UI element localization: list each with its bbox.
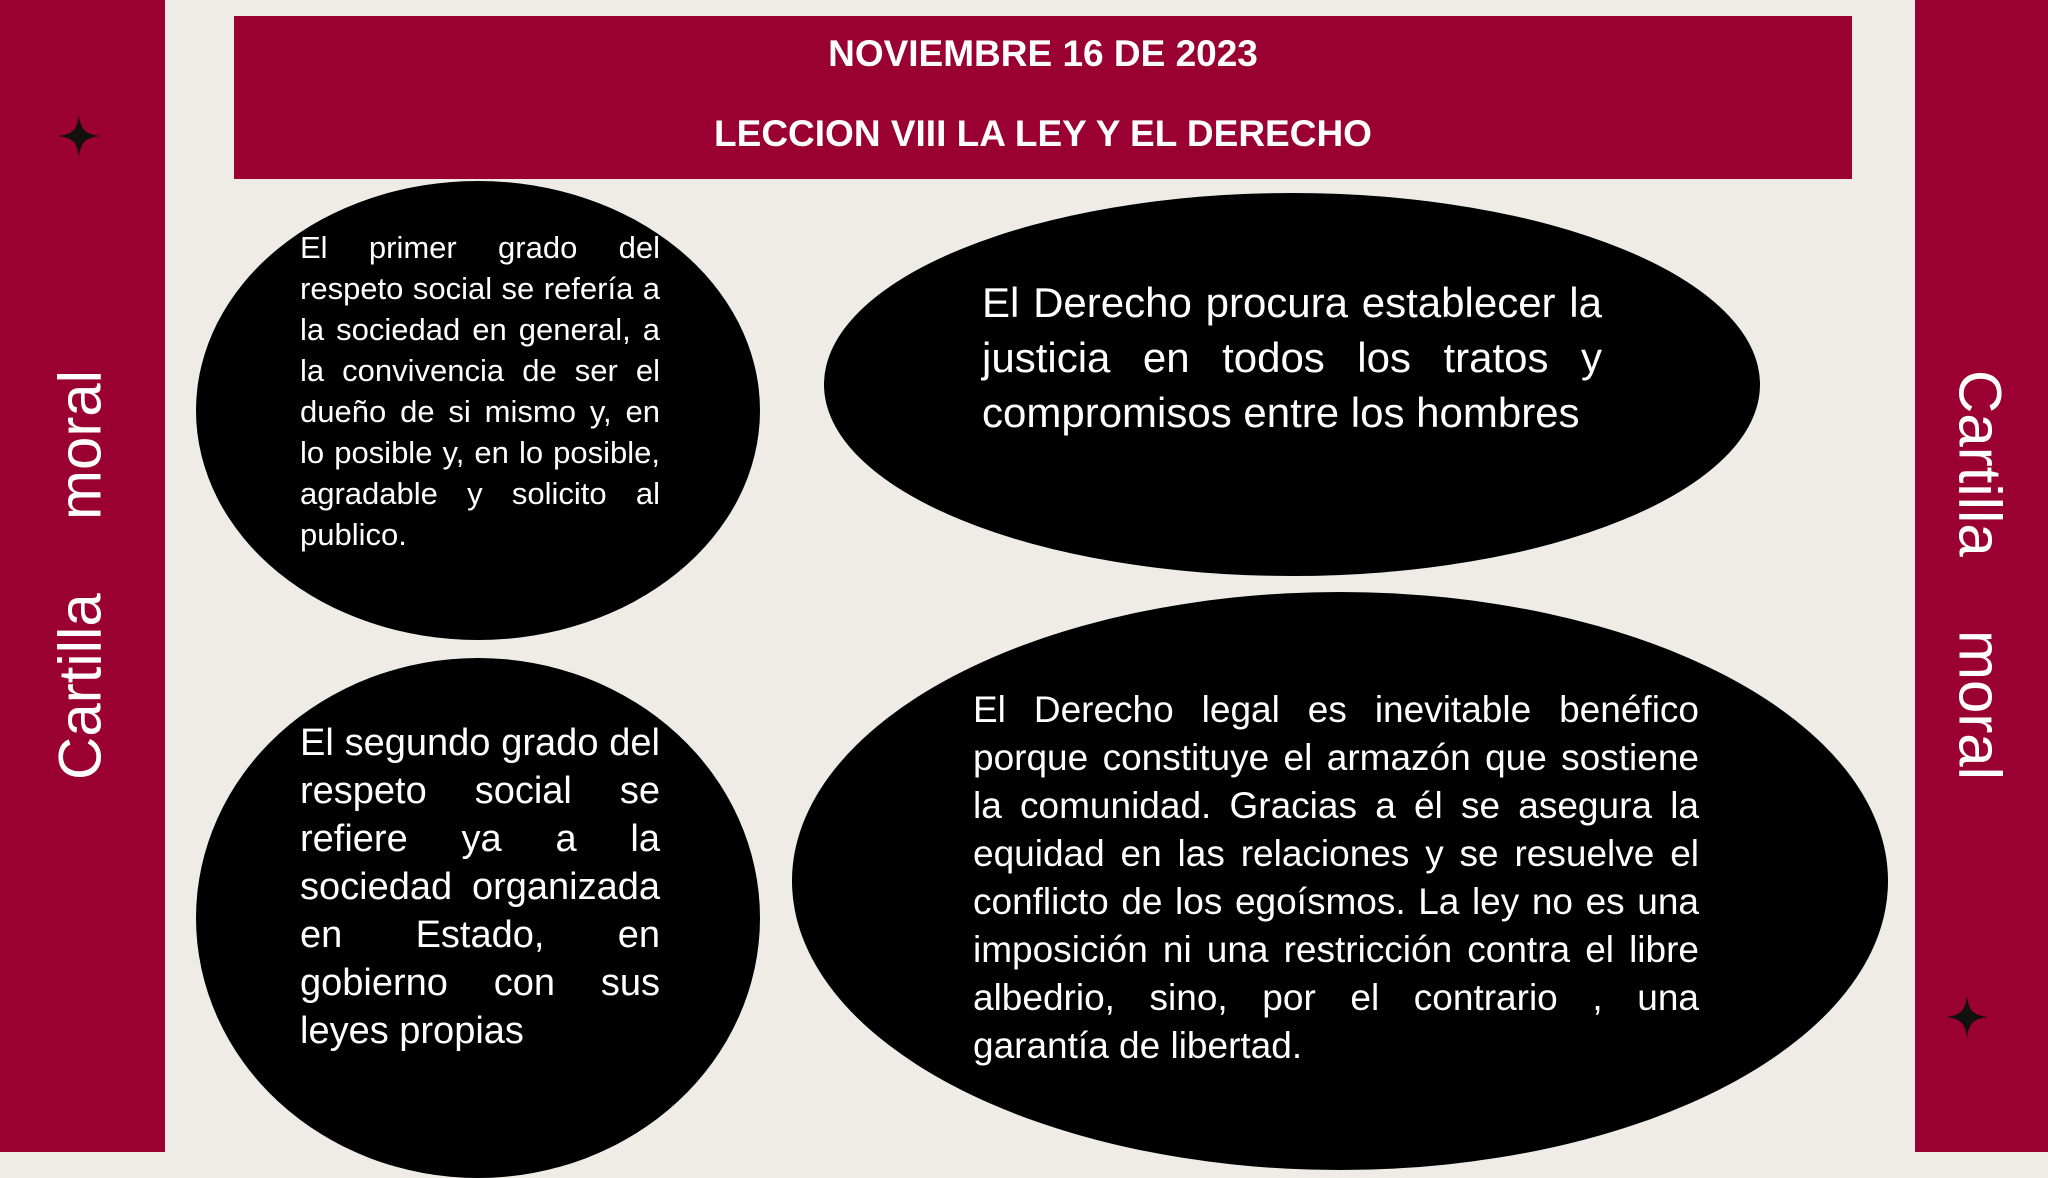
header-date: NOVIEMBRE 16 DE 2023 — [828, 33, 1258, 74]
right-side-label-word1: Cartilla — [1946, 370, 2014, 557]
left-side-label — [46, 370, 115, 780]
header-banner — [234, 16, 1852, 179]
bubble-second-grade — [196, 658, 760, 1178]
sparkle-icon — [58, 115, 100, 157]
bubble-first-grade-text: El primer grado del respeto social se refería a la sociedad en general, a la convivencia de ser el dueño de si mismo y, en lo posible y, en lo posible, agradable y solicito al publico. — [300, 230, 660, 552]
bubble-derecho-justicia — [824, 193, 1760, 576]
left-side-label-word1: Cartilla — [46, 593, 114, 780]
lesson-title: LECCION VIII LA LEY Y EL DERECHO — [714, 113, 1372, 154]
right-side-label-word2: moral — [1946, 629, 2014, 780]
bubble-first-grade — [196, 181, 760, 640]
sparkle-icon — [1946, 996, 1988, 1038]
bubble-second-grade-text: El segundo grado del respeto social se refiere ya a la sociedad organizada en Estado, en gobierno con sus leyes propias — [300, 722, 660, 1052]
left-side-label-word2: moral — [46, 370, 114, 521]
right-side-label — [1946, 370, 2015, 780]
bubble-derecho-justicia-text: El Derecho procura establecer la justicia en todos los tratos y compromisos entre los hombres — [982, 279, 1602, 436]
bubble-derecho-legal-text: El Derecho legal es inevitable benéfico porque constituye el armazón que sostiene la comunidad. Gracias a él se asegura la equidad en las relaciones y se resuelve el conflicto de los egoísmos. La ley no es una imposición ni una restricción contra el libre albedrio, sino, por el contrario , una garantía de libertad. — [973, 689, 1699, 1066]
bubble-derecho-legal — [792, 592, 1888, 1170]
